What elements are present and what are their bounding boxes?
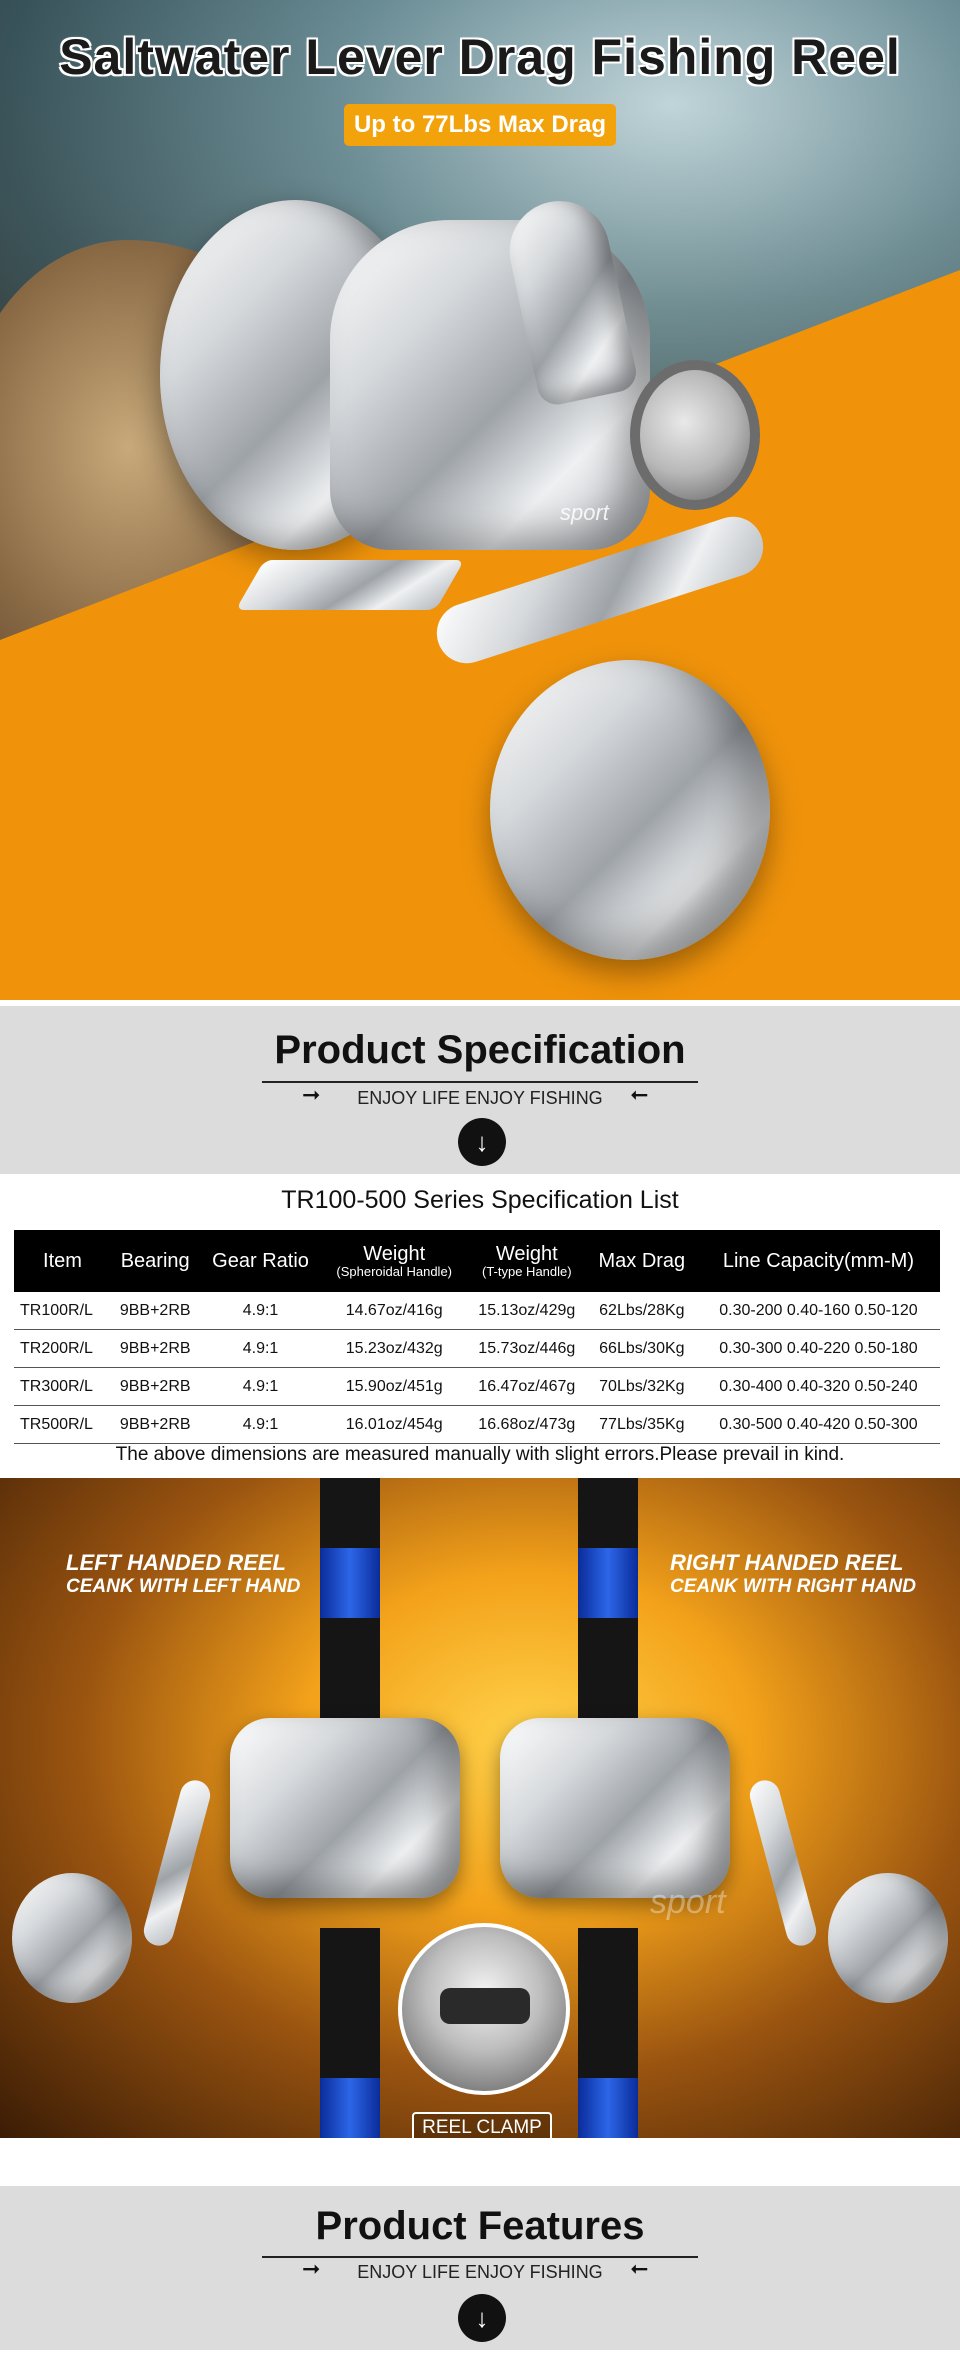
handed-reels-section xyxy=(0,1478,960,2138)
header-weight-spheroidal xyxy=(322,1230,467,1292)
left-arrow-icon: ➞ xyxy=(630,1082,649,1107)
cell-bearing: 9BB+2RB xyxy=(111,1330,199,1368)
left-reel-body xyxy=(230,1718,460,1898)
spec-note: The above dimensions are measured manually with slight errors.Please prevail in kind. xyxy=(115,1444,845,1465)
cell-gear-ratio: 4.9:1 xyxy=(199,1368,321,1406)
right-rod-collar xyxy=(578,1548,638,1618)
features-band-subtitle: ENJOY LIFE ENJOY FISHING xyxy=(357,2262,603,2282)
spec-list-title: TR100-500 Series Specification List xyxy=(281,1186,679,1214)
cell-weight-ttype: 15.73oz/446g xyxy=(467,1330,587,1368)
cell-max-drag: 77Lbs/35Kg xyxy=(587,1406,697,1444)
cell-weight-ttype: 16.68oz/473g xyxy=(467,1406,587,1444)
cell-max-drag: 66Lbs/30Kg xyxy=(587,1330,697,1368)
right-handed-subtitle: CEANK WITH RIGHT HAND xyxy=(670,1576,916,1597)
reel-foot xyxy=(236,560,465,610)
header-weight-ttype-label: Weight xyxy=(495,1242,558,1265)
left-handed-title: LEFT HANDED REEL xyxy=(66,1550,286,1575)
cell-weight-spheroidal: 15.90oz/451g xyxy=(322,1368,467,1406)
cell-max-drag: 70Lbs/32Kg xyxy=(587,1368,697,1406)
left-rod-grip xyxy=(320,1928,380,2078)
spec-table-section xyxy=(0,1174,960,1474)
cell-weight-ttype: 15.13oz/429g xyxy=(467,1292,587,1330)
header-weight-ttype-sub: (T-type Handle) xyxy=(481,1263,572,1279)
cell-weight-spheroidal: 14.67oz/416g xyxy=(322,1292,467,1330)
cell-item: TR300R/L xyxy=(14,1368,111,1406)
left-rod-collar xyxy=(320,1548,380,1618)
left-reel-knob xyxy=(12,1873,132,2003)
spec-table xyxy=(14,1230,940,1444)
down-arrow-icon: ↓ xyxy=(458,2294,506,2342)
left-reel-arm xyxy=(141,1777,214,1949)
cell-line-capacity: 0.30-400 0.40-320 0.50-240 xyxy=(697,1368,940,1406)
cell-bearing: 9BB+2RB xyxy=(111,1368,199,1406)
right-rod-grip xyxy=(578,1928,638,2078)
cell-line-capacity: 0.30-200 0.40-160 0.50-120 xyxy=(697,1292,940,1330)
cell-item: TR200R/L xyxy=(14,1330,111,1368)
right-arrow-icon: ➞ xyxy=(302,2256,321,2281)
right-reel-knob xyxy=(828,1873,948,2003)
down-arrow-icon: ↓ xyxy=(458,1118,506,1166)
left-rod-top xyxy=(320,1478,380,1548)
header-weight-ttype xyxy=(467,1230,587,1292)
reel-logo: sport xyxy=(560,500,609,525)
spec-table-header xyxy=(14,1230,940,1292)
header-weight-spheroidal-label: Weight xyxy=(363,1242,426,1265)
right-arrow-icon: ➞ xyxy=(302,1082,321,1107)
hero-title: Saltwater Lever Drag Fishing Reel xyxy=(59,29,901,85)
spec-band-title: Product Specification xyxy=(274,1028,686,1072)
reel-clamp-label: REEL CLAMP xyxy=(412,2112,552,2138)
header-item: Item xyxy=(43,1249,82,1272)
watermark-logo: sport xyxy=(650,1883,726,1921)
table-row xyxy=(14,1292,940,1330)
header-gear-ratio: Gear Ratio xyxy=(212,1249,309,1272)
table-row xyxy=(14,1406,940,1444)
cell-bearing: 9BB+2RB xyxy=(111,1406,199,1444)
header-max-drag: Max Drag xyxy=(598,1249,686,1272)
cell-weight-ttype: 16.47oz/467g xyxy=(467,1368,587,1406)
left-arrow-icon: ➞ xyxy=(630,2256,649,2281)
spec-band-subtitle: ENJOY LIFE ENJOY FISHING xyxy=(357,1088,603,1108)
cell-item: TR500R/L xyxy=(14,1406,111,1444)
right-reel-body xyxy=(500,1718,730,1898)
cell-gear-ratio: 4.9:1 xyxy=(199,1292,321,1330)
cell-item: TR100R/L xyxy=(14,1292,111,1330)
header-weight-spheroidal-sub: (Spheroidal Handle) xyxy=(336,1263,452,1279)
spec-header-band xyxy=(0,1006,960,1174)
header-line-capacity: Line Capacity(mm-M) xyxy=(722,1249,914,1272)
cell-weight-spheroidal: 16.01oz/454g xyxy=(322,1406,467,1444)
right-rod-top xyxy=(578,1478,638,1548)
table-row xyxy=(14,1330,940,1368)
right-rod-butt xyxy=(578,2078,638,2138)
right-reel-arm xyxy=(747,1777,820,1949)
cell-bearing: 9BB+2RB xyxy=(111,1292,199,1330)
left-handed-subtitle: CEANK WITH LEFT HAND xyxy=(66,1576,301,1597)
right-handed-title: RIGHT HANDED REEL xyxy=(670,1550,904,1575)
cell-line-capacity: 0.30-300 0.40-220 0.50-180 xyxy=(697,1330,940,1368)
features-header-band xyxy=(0,2186,960,2350)
reel-clamp-detail xyxy=(440,1988,530,2024)
hero-banner xyxy=(0,0,960,1000)
header-bearing: Bearing xyxy=(120,1249,190,1272)
max-drag-badge: Up to 77Lbs Max Drag xyxy=(344,104,616,146)
reel-drag-knob xyxy=(630,360,760,510)
cell-line-capacity: 0.30-500 0.40-420 0.50-300 xyxy=(697,1406,940,1444)
features-band-title: Product Features xyxy=(315,2204,645,2248)
cell-gear-ratio: 4.9:1 xyxy=(199,1330,321,1368)
cell-weight-spheroidal: 15.23oz/432g xyxy=(322,1330,467,1368)
cell-max-drag: 62Lbs/28Kg xyxy=(587,1292,697,1330)
table-row xyxy=(14,1368,940,1406)
left-rod-butt xyxy=(320,2078,380,2138)
cell-gear-ratio: 4.9:1 xyxy=(199,1406,321,1444)
reel-handle-knob xyxy=(490,660,770,960)
